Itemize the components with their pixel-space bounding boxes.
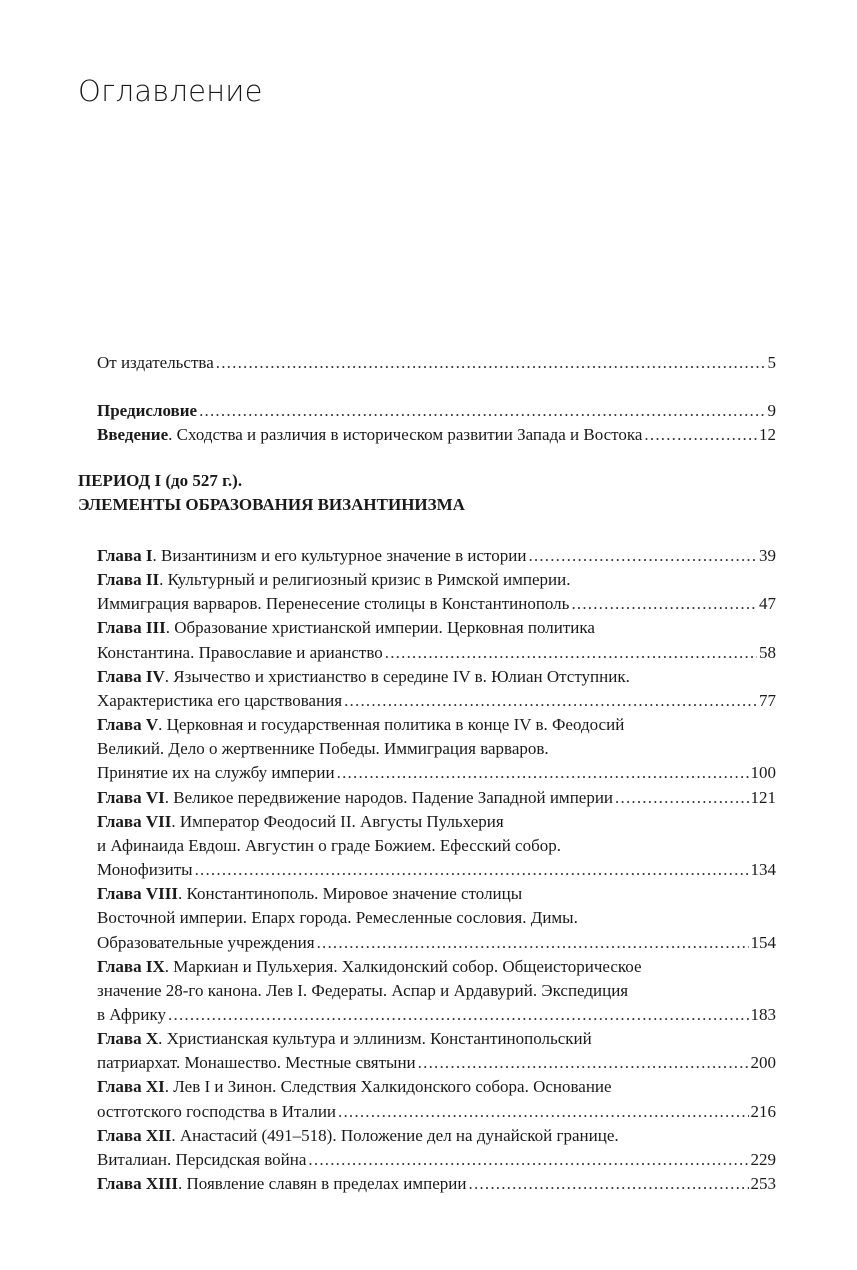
page-title: Оглавление: [78, 74, 263, 108]
toc-entry-label: Предисловие: [97, 401, 198, 421]
dot-leader: [199, 399, 765, 423]
toc-entry-label: Глава VI: [97, 787, 165, 807]
toc-entry[interactable]: [97, 882, 776, 954]
toc-entry-title: [97, 592, 569, 616]
dot-leader: [528, 544, 757, 568]
toc-entry-text: . Язычество и христианство в середине IV в. Юлиан Отступник.: [164, 666, 630, 686]
toc-entry-last-line: [97, 761, 776, 785]
page-number: 183: [750, 1004, 776, 1024]
toc-entry[interactable]: [97, 1027, 776, 1075]
toc-entry[interactable]: [97, 616, 776, 664]
toc-entry-last-line: [97, 1148, 776, 1172]
toc-entry-line: [97, 568, 776, 592]
toc-entry-line: [97, 1124, 776, 1148]
page-number: 229: [750, 1149, 776, 1169]
page-number: 154: [750, 932, 776, 952]
toc-entry-last-line: [97, 544, 776, 568]
toc-entry-title: [97, 858, 193, 882]
toc-entry-last-line: [97, 351, 776, 375]
toc-entry-line: [97, 737, 776, 761]
toc-entry-text: . Маркиан и Пульхерия. Халкидонский собор. Общеисторическое: [164, 956, 642, 976]
toc-entry[interactable]: [97, 568, 776, 616]
dot-leader: [644, 423, 757, 447]
toc-entry-last-line: [97, 641, 776, 665]
page-number: 134: [750, 860, 776, 880]
page-number: 5: [767, 353, 776, 372]
toc-entry-text: . Лев I и Зинон. Следствия Халкидонского собора. Основание: [164, 1077, 612, 1097]
toc-entry-text: . Великое передвижение народов. Падение Западной империи: [164, 787, 614, 807]
page-number: 77: [759, 690, 776, 710]
page-number: 39: [759, 546, 776, 565]
dot-leader: [168, 1003, 748, 1027]
toc-entry-text: Виталиан. Персидская война: [97, 1149, 307, 1169]
dot-leader: [317, 931, 749, 955]
toc-entry-label: Глава XI: [97, 1077, 165, 1097]
toc-entry-line: [97, 713, 776, 737]
toc-entry-line: [97, 810, 776, 834]
toc-entry[interactable]: [97, 713, 776, 785]
toc-entry-last-line: [97, 931, 776, 955]
toc-entry-text: остготского господства в Италии: [97, 1101, 337, 1121]
toc-entry-label: Глава V: [97, 715, 159, 735]
toc-entry-text: . Появление славян в пределах империи: [178, 1174, 467, 1194]
page-number: 216: [750, 1101, 776, 1121]
toc-entry-title: [97, 641, 383, 665]
toc-entry-label: Глава I: [97, 546, 153, 565]
front-matter-list: [97, 351, 776, 447]
toc-entry[interactable]: [97, 399, 776, 423]
toc-entry[interactable]: [97, 955, 776, 1027]
toc-entry-text: . Император Феодосий II. Августы Пульхерия: [171, 811, 504, 831]
toc-entry-text: . Анастасий (491–518). Положение дел на дунайской границе.: [171, 1125, 619, 1145]
dot-leader: [385, 641, 757, 665]
dot-leader: [571, 592, 757, 616]
dot-leader: [344, 689, 757, 713]
toc-entry[interactable]: [97, 351, 776, 375]
toc-entry-line: [97, 906, 776, 930]
toc-entry-title: [97, 544, 526, 568]
toc-entry-title: [97, 786, 613, 810]
toc-entry-last-line: [97, 786, 776, 810]
dot-leader: [418, 1051, 749, 1075]
toc-entry-line: [97, 665, 776, 689]
toc-entry[interactable]: [97, 810, 776, 882]
toc-entry-title: [97, 761, 335, 785]
toc-entry-title: [97, 931, 315, 955]
dot-leader: [216, 351, 766, 375]
toc-entry[interactable]: [97, 786, 776, 810]
toc-entry-line: [97, 1075, 776, 1099]
dot-leader: [195, 858, 749, 882]
toc-entry-text: и Афинаида Евдош. Августин о граде Божием. Ефесский собор.: [97, 835, 562, 855]
toc-entry-title: [97, 1100, 336, 1124]
toc-entry-text: Монофизиты: [97, 860, 193, 880]
chapter-list: [97, 544, 776, 1196]
toc-entry-title: [97, 351, 214, 375]
toc-entry-text: . Культурный и религиозный кризис в Римской империи.: [159, 570, 571, 590]
toc-entry-text: . Церковная и государственная политика в конце IV в. Феодосий: [158, 715, 625, 735]
toc-entry-label: Введение: [97, 425, 169, 445]
toc-entry-label: Глава X: [97, 1029, 159, 1049]
toc-entry-label: Глава XII: [97, 1125, 172, 1145]
toc-entry-text: Принятие их на службу империи: [97, 763, 335, 783]
page-number: 47: [759, 594, 776, 614]
toc-entry-last-line: [97, 1172, 776, 1196]
toc-entry-label: Глава VIII: [97, 884, 178, 904]
toc-entry-label: Глава VII: [97, 811, 172, 831]
toc-entry-label: Глава III: [97, 618, 166, 638]
toc-entry[interactable]: [97, 1124, 776, 1172]
page-number: 200: [750, 1053, 776, 1073]
toc-entry-label: Глава IV: [97, 666, 165, 686]
period-heading: [78, 469, 778, 517]
toc-entry-text: . Образование христианской империи. Церковная политика: [165, 618, 595, 638]
page-number: 12: [759, 425, 776, 445]
toc-entry-title: [97, 1051, 416, 1075]
toc-entry-text: Характеристика его царствования: [97, 690, 343, 710]
toc-entry-last-line: [97, 858, 776, 882]
toc-entry-text: в Африку: [97, 1004, 167, 1024]
toc-entry-title: [97, 689, 342, 713]
spacer: [97, 375, 776, 399]
toc-entry-last-line: [97, 423, 776, 447]
toc-entry[interactable]: [97, 544, 776, 568]
toc-entry-last-line: [97, 592, 776, 616]
toc-entry-text: Великий. Дело о жертвеннике Победы. Иммиграция варваров.: [97, 739, 549, 759]
toc-entry-text: Восточной империи. Епарх города. Ремесленные сословия. Димы.: [97, 908, 578, 928]
toc-entry[interactable]: [97, 665, 776, 713]
toc-entry-line: [97, 955, 776, 979]
period-title: ПЕРИОД I (до 527 г.).: [78, 471, 243, 490]
toc-entry-label: Глава XIII: [97, 1174, 178, 1194]
toc-entry-line: [97, 1027, 776, 1051]
toc-entry-text: . Константинополь. Мировое значение столицы: [178, 884, 523, 904]
period-subtitle: ЭЛЕМЕНТЫ ОБРАЗОВАНИЯ ВИЗАНТИНИЗМА: [78, 495, 465, 514]
page-number: 121: [750, 787, 776, 807]
toc-entry-title: [97, 1172, 467, 1196]
dot-leader: [308, 1148, 748, 1172]
toc-entry-title: [97, 1003, 166, 1027]
toc-entry-title: [97, 399, 197, 423]
toc-entry-text: патриархат. Монашество. Местные святыни: [97, 1053, 416, 1073]
page-number: 100: [750, 763, 776, 783]
toc-entry-text: . Сходства и различия в историческом развитии Запада и Востока: [168, 425, 643, 445]
page-number: 9: [767, 401, 776, 421]
dot-leader: [615, 786, 748, 810]
toc-entry-last-line: [97, 399, 776, 423]
toc-entry-line: [97, 979, 776, 1003]
toc-entry-line: [97, 834, 776, 858]
toc-entry-line: [97, 882, 776, 906]
dot-leader: [338, 1100, 748, 1124]
dot-leader: [469, 1172, 749, 1196]
toc-entry[interactable]: [97, 423, 776, 447]
toc-entry-text: . Христианская культура и эллинизм. Константинопольский: [158, 1029, 592, 1049]
toc-entry-line: [97, 616, 776, 640]
toc-entry-text: Константина. Православие и арианство: [97, 642, 383, 662]
toc-entry-text: . Византинизм и его культурное значение в истории: [152, 546, 527, 565]
toc-entry-title: [97, 1148, 306, 1172]
page-number: 253: [750, 1174, 776, 1194]
dot-leader: [337, 761, 749, 785]
toc-entry-title: [97, 423, 642, 447]
toc-entry[interactable]: [97, 1075, 776, 1123]
toc-entry-text: Образовательные учреждения: [97, 932, 315, 952]
toc-entry-last-line: [97, 1100, 776, 1124]
toc-entry-label: Глава IX: [97, 956, 165, 976]
toc-entry-text: Иммиграция варваров. Перенесение столицы в Константинополь: [97, 594, 570, 614]
toc-entry-label: Глава II: [97, 570, 160, 590]
toc-entry-text: От издательства: [97, 353, 214, 372]
toc-entry[interactable]: [97, 1172, 776, 1196]
page-number: 58: [759, 642, 776, 662]
toc-entry-text: значение 28-го канона. Лев I. Федераты. Аспар и Ардавурий. Экспедиция: [97, 980, 629, 1000]
toc-entry-last-line: [97, 1003, 776, 1027]
toc-entry-last-line: [97, 1051, 776, 1075]
toc-entry-last-line: [97, 689, 776, 713]
